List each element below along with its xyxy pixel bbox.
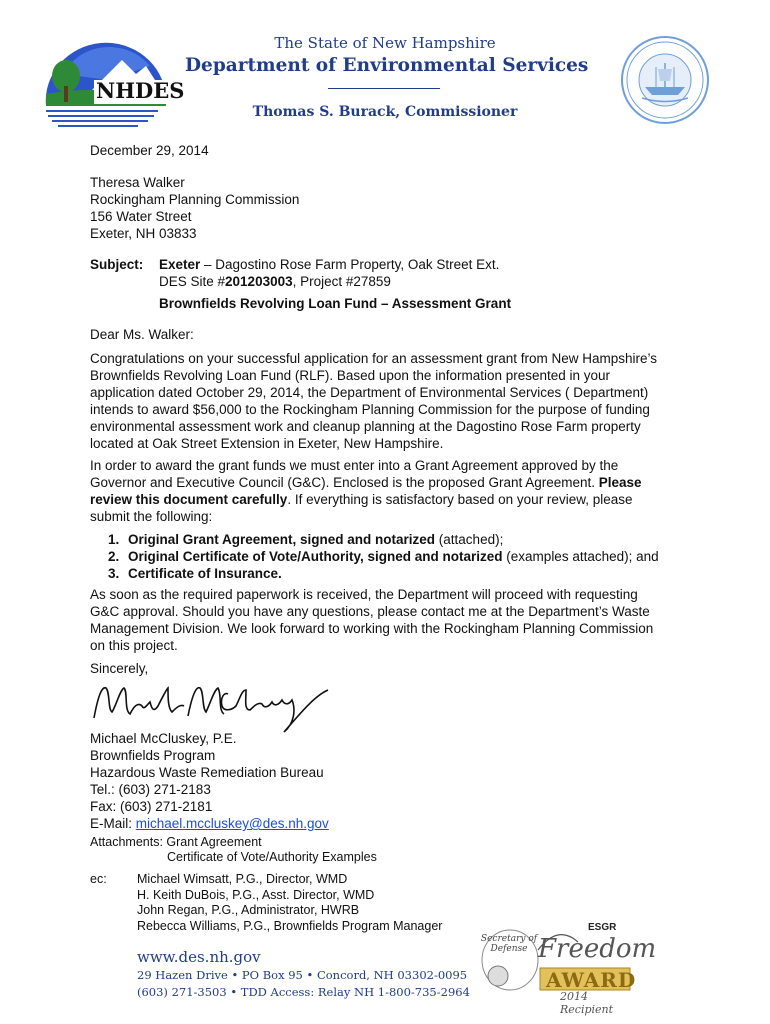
letterhead-divider [328, 88, 440, 89]
letter-date: December 29, 2014 [90, 143, 209, 158]
paragraph-line: Brownfields Revolving Loan Fund (RLF). Based upon the information presented in your [90, 368, 611, 383]
state-title: The State of New Hampshire [274, 34, 496, 52]
list-item [108, 531, 708, 548]
ec-label: ec: [90, 872, 107, 886]
recipient-address [90, 174, 690, 242]
award-year: 2014 Recipient [560, 990, 614, 1016]
paragraph-line: Congratulations on your successful application for an assessment grant from New Hampshire’s [90, 351, 658, 366]
subject-line-2 [159, 273, 391, 290]
attachments-label: Attachments: Grant Agreement [90, 835, 262, 849]
project-number: , Project #27859 [292, 274, 391, 289]
paragraph-line: G&C approval. Should you have any questions, please contact me at the Department’s Waste [90, 604, 650, 619]
paragraph-line [90, 491, 690, 508]
attachment-item: Certificate of Vote/Authority Examples [167, 850, 377, 864]
salutation: Dear Ms. Walker: [90, 327, 194, 342]
paragraph-line: Management Division. We look forward to working with the Rockingham Planning Commission [90, 621, 654, 636]
paragraph-text: Governor and Executive Council (G&C). Enclosed is the proposed Grant Agreement. [90, 475, 599, 490]
footer-address: 29 Hazen Drive • PO Box 95 • Concord, NH 03302-0095 [137, 968, 468, 982]
list-number: 1. [108, 532, 120, 547]
paragraph-line: submit the following: [90, 509, 213, 524]
site-prefix: DES Site # [159, 274, 226, 289]
paragraph-emphasis: Please [598, 475, 642, 490]
award-secretary: Secretary of Defense [480, 934, 538, 954]
commissioner-line: Thomas S. Burack, Commissioner [252, 104, 518, 120]
paragraph-2 [90, 457, 690, 525]
signer-phone: Tel.: (603) 271-2183 [90, 782, 211, 797]
signer-program: Brownfields Program [90, 748, 216, 763]
list-item [108, 548, 708, 565]
list-item-title: Original Grant Agreement, signed and notarized [128, 532, 436, 547]
paragraph-line [90, 474, 690, 491]
ec-list [137, 872, 442, 934]
paragraph-3 [90, 586, 690, 654]
list-item-title: Certificate of Insurance. [128, 566, 282, 581]
footer-website: www.des.nh.gov [137, 948, 261, 966]
list-item-title: Original Certificate of Vote/Authority, signed and notarized [128, 549, 503, 564]
required-documents-list [108, 531, 708, 582]
site-number: 201203003 [225, 274, 293, 289]
recipient-org: Rockingham Planning Commission [90, 192, 300, 207]
paragraph-line: intends to award $56,000 to the Rockingham Planning Commission for the purpose of funding [90, 402, 650, 417]
award-freedom: Freedom [538, 934, 657, 964]
ec-recipient: Rebecca Williams, P.G., Brownfields Program Manager [137, 918, 443, 933]
ec-recipient: H. Keith DuBois, P.G., Asst. Director, WMD [137, 887, 375, 902]
paragraph-line: located at Oak Street Extension in Exeter, New Hampshire. [90, 436, 444, 451]
list-item [108, 565, 708, 582]
email-label: E-Mail: [90, 816, 136, 831]
freedom-award-logo [478, 920, 657, 1016]
list-number: 2. [108, 549, 120, 564]
handwritten-signature [88, 676, 338, 736]
email-link[interactable]: michael.mccluskey@des.nh.gov [135, 816, 329, 831]
paragraph-text: . If everything is satisfactory based on your review, please [287, 492, 633, 507]
list-number: 3. [108, 566, 120, 581]
subject-place: Exeter [159, 257, 201, 272]
paragraph-line: application dated October 29, 2014, the Department of Environmental Services ( Department) [90, 385, 649, 400]
state-seal [620, 35, 710, 125]
ec-recipient: Michael Wimsatt, P.G., Director, WMD [137, 872, 348, 886]
list-item-note: (examples attached); and [502, 549, 659, 564]
signer-block [90, 730, 690, 832]
nhdes-logo [38, 36, 188, 136]
paragraph-1 [90, 350, 690, 452]
award-title: AWARD [546, 968, 637, 992]
department-title: Department of Environmental Services [185, 55, 589, 76]
signer-name: Michael McCluskey, P.E. [90, 731, 237, 746]
signer-email-line [90, 815, 690, 832]
esgr-badge: ESGR [588, 922, 617, 933]
logo-text: NHDES [96, 78, 185, 103]
recipient-city: Exeter, NH 03833 [90, 226, 197, 241]
paragraph-line: environmental assessment work and cleanup planning at the Dagostino Rose Farm property [90, 419, 641, 434]
paragraph-line: In order to award the grant funds we must enter into a Grant Agreement approved by the [90, 458, 619, 473]
list-item-note: (attached); [435, 532, 504, 547]
ec-recipient: John Regan, P.G., Administrator, HWRB [137, 903, 360, 917]
closing: Sincerely, [90, 661, 149, 676]
signer-fax: Fax: (603) 271-2181 [90, 799, 213, 814]
subject-line-3: Brownfields Revolving Loan Fund – Assessment Grant [159, 296, 512, 311]
subject-property: – Dagostino Rose Farm Property, Oak Street Ext. [200, 257, 500, 272]
paragraph-emphasis: review this document carefully [90, 492, 288, 507]
footer-phone: (603) 271-3503 • TDD Access: Relay NH 1-800-735-2964 [137, 985, 470, 999]
subject-line-1 [159, 256, 499, 273]
subject-label: Subject: [90, 257, 144, 272]
recipient-street: 156 Water Street [90, 209, 192, 224]
paragraph-line: As soon as the required paperwork is received, the Department will proceed with requesting [90, 587, 638, 602]
paragraph-line: on this project. [90, 638, 178, 653]
recipient-name: Theresa Walker [90, 175, 185, 190]
signer-bureau: Hazardous Waste Remediation Bureau [90, 765, 324, 780]
